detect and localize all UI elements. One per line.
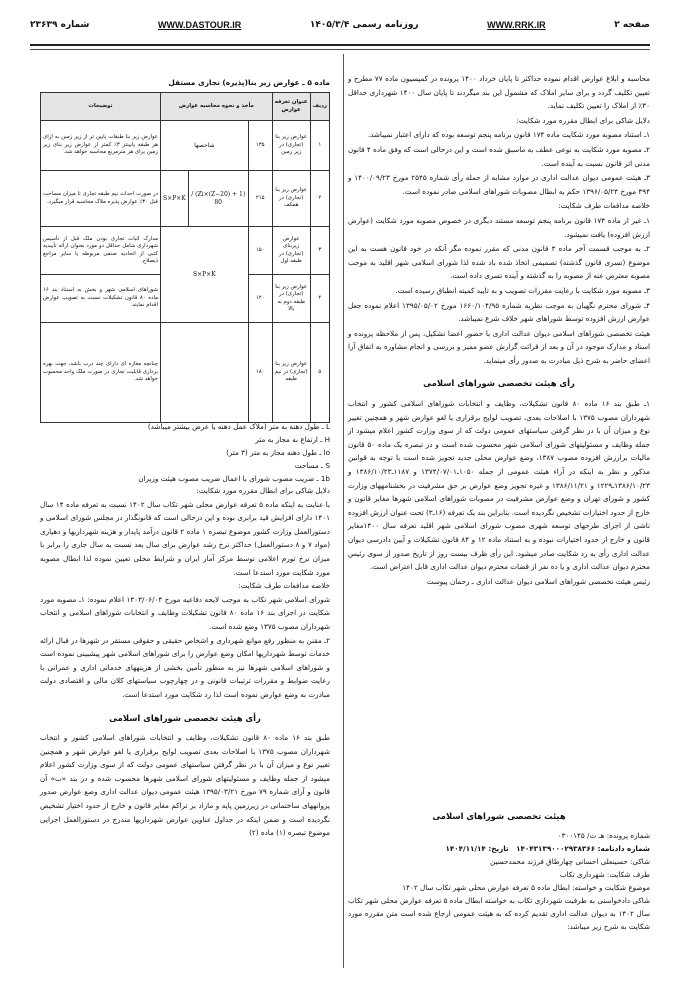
formula-main: S×P×K: [161, 171, 189, 227]
paragraph: ۳ـ هیئت عمومی دیوان عدالت اداری در موارد مشابه از جمله رأی شماره ۲۵۴۵ مورخ ۱۴۰۰/۰۹/۲۳ و ۴۹۴ مورخ ۱۳۹۶/۰۵/۲۴ حکم به ابطال مصوبات شوراهای اسلامی صادر نموده است.: [348, 173, 651, 196]
case-ref: شماره پرونده: هـ ت/ ۰۳۰۰۱۴۵: [557, 831, 650, 840]
paragraph: خلاصه مدافعات طرف شکایت:: [238, 581, 330, 591]
ruling-text: طبق بند ۱۶ ماده ۸۰ قانون تشکیلات، وظایف و انتخابات شوراهای اسلامی کشور و انتخاب شهرداران مصوب ۱۳۷۵ با اصلاحات بعدی تصویب لوایح برقراری یا لغو عوارض شهر و همچنین تغییر نوع و میزان آن با در نظر گرفتن سیاستهای عمومی دولت که از سوی وزارت کشور اعلام میشود از جمله وظایف و مسئولیتهای شورای اسلامی شهرها محسوب شده و در بند «ب» آن قانون و آرای شماره ۷۹ مورخ ۱۳۹۵/۰۳/۲۱ هیئت عمومی دیوان عدالت اداری وضع عوارض صدور پروانههای ساختمانی در زیرزمین پایه و مازاد بر تراکم مغایر قانون و خارج از حدود اختیار تشخیص نگردیده است و ضمن اینکه در جداول عناوین عوارض شهرداریها مندرج در دستورالعمل اجرایی موضوع تبصره (۱) ماده (۲): [40, 733, 330, 838]
row-title: عوارض زیر بنا (تجاری) در زیر زمین: [272, 121, 310, 171]
row-number: ۴: [310, 275, 329, 323]
row-coef: ۱۳۵: [248, 121, 272, 171]
row-coef: ۲۱۵: [248, 171, 272, 227]
paragraph: هیئت تخصصی شوراهای اسلامی دیوان عدالت اداری با حضور اعضا تشکیل، پس از ملاحظه پرونده و اسناد و مدارک موجود در آن و بعد از قرائت گزارش عضو ممیز و بررسی و انجام مشاوره به اتفاق آرا اعضای حاضر به شرح ذیل مبادرت به صدور رأی مینماید.: [348, 328, 650, 365]
empty-cell: [161, 323, 249, 423]
legend-line: 1b ـ ضریب مصوب شورای با اعمال ضریب مصوب هیئت وزیران: [138, 474, 330, 483]
rrk-url[interactable]: WWW.RRK.IR: [487, 20, 546, 30]
paragraph: شورای اسلامی شهر تکاب به موجب لایحه دفاعیه مورخ ۱۴۰۳/۰۶/۰۴ اعلام نموده: ۱ـ مصوبه مورد شکایت در اجرای بند ۱۶ ماده ۸۰ قانون تشکیلات وظایف و انتخابات شوراهای اسلامی و انتخاب شهرداران مصوب ۱۳۷۵ وضع شده است.: [40, 594, 331, 631]
ruling-text: ۱ـ طبق بند ۱۶ ماده ۸۰ قانون تشکیلات، وظایف و انتخابات شوراهای اسلامی کشور و انتخاب شهرداران مصوب ۱۳۷۵ با اصلاحات بعدی، تصویب لوایح برقراری یا لغو عوارض شهر و همچنین تغییر نوع و میزان آن با در نظر گرفتن سیاستهای عمومی دولت که از سوی وزارت کشور اعلام میشود از جمله وظایف و مسئولیتهای شورای اسلامی شهر محسوب شده است و در تبصره یک ماده ۵۰ قانون مالیات برارزش افزوده مصوب ۱۳۸۷، وضع عوارض محلی جدید تجویز شده است با توجه به قوانین مذکور و نظر به اینکه در آراء هیئت عمومی از جمله ۱۰۵۰ـ۱۳۷۴/۰۷/۰۱ و ۱۱۸۷ـ۱۳۸۶/۱۰/۲۳ و ۱۳۸۶/۱۰/۲۳ـ۱۲۲۹ و ۱۳۸۶/۱۱/۲۱ و غیره تجویز وضع عوارض بر حق مشرفیت در بخشنامههای وزارت کشور و شورای تهران و وضع عوارض مشرفیت در مصوبات شوراهای اسلامی شهرها مغایر قانون و خارج از حدود اختیارات تشخیص نگردیده است. بنابراین بند یک تعرفه (۱۶ـ۳) تحت عنوان ارزش افزوده ناشی از اجرای طرحهای توسعه شهری مصوب شورای اسلامی شهر اقلید تعرفه سال ۱۴۰۰مغایر قانون و خارج از حدود اختیارات نبوده و به استناد ماده ۱۲ و ۸۴ قانون تشکیلات و آیین دادرسی دیوان عدالت اداری رأی به رد شکایت صادر میشود. این رأی ظرف بیست روز از تاریخ صدور از سوی رئیس محترم دیوان عدالت اداری و یا ده نفر از قضات محترم دیوان عدالت اداری قابل اعتراض است.: [348, 399, 651, 572]
paragraph: محاسبه و ابلاغ عوارض اقدام نموده حداکثر تا پایان خرداد ۱۴۰۰ پرونده در کمیسیون ماده ۷۷ مطرح و تعیین تکلیف گردد و برای سایر املاک که مشمول این بند میگردند تا پایان سال ۱۴۰۰ شهرداری حداقل ۳۰٪ از املاک را تعیین تکلیف نماید.: [348, 74, 650, 111]
case-heading: هیئت تخصصی شوراهای اسلامی: [432, 811, 566, 821]
formula-label: شاخصها: [161, 121, 249, 171]
left-column-body: [40, 484, 330, 840]
legend-line: H ـ ارتفاع به مجاز به متر: [255, 435, 330, 444]
formula-legend: [40, 420, 330, 485]
row-number: ۲: [310, 171, 329, 227]
row-title: عوارض زیربنای (تجاری) در طبقه اول: [272, 227, 310, 275]
row-desc: مدارک اثبات تجاری بودن ملک قبل از تأسیس شهرداری شامل حداقل دو مورد بعنوان ارائه تأییدیه کتبی از اتحادیه صنفی مربوطه یا سایر مراجع ذیصلاح.: [41, 227, 161, 275]
row-coef: ۱۲۰: [248, 275, 272, 323]
newspaper-date: روزنامه رسمی ۱۴۰۵/۳/۴: [309, 20, 419, 30]
legend-line: lo ـ طول دهنه مجاز به متر (۳ متر): [226, 448, 330, 457]
paragraph: ۲ـ مقنن به منظور رفع موانع شهرداری و اشخاص حقیقی و حقوقی مستقر در شهرها در قبال ارائه خدمات توسط شهرداریها امکان وضع عوارض را برای شوراهای اسلامی شهر پیشبینی نموده است و شوراهای اسلامی شهرها نیز به منظور تأمین بخشی از هزینههای خدماتی اداری و عمرانی با رعایت ضوابط و مقررات ترتیبات قانونی و در چهارچوب سیاستهای کلان مالی و اقتصادی دولت مبادرت به وضع عوارض نموده است لذا رد شکایت مورد استدعا است.: [40, 635, 330, 699]
paragraph: ۱ـ استناد مصوبه مورد شکایت ماده ۱۷۴ قانون برنامه پنجم توسعه بوده که دارای اعتبار نمیباشد.: [367, 130, 650, 140]
table-header-row: [41, 93, 330, 121]
col-header: ردیف: [310, 93, 329, 121]
dastour-url[interactable]: WWW.DASTOUR.IR: [157, 20, 242, 30]
table-row: [41, 227, 330, 275]
table-title: ماده ۵ ـ عوارض زیر بنا(پذیره) تجاری مستقل: [168, 78, 330, 87]
case-body: شاکی دادخواستی به طرفیت شهرداری تکاب به خواسته ابطال ماده ۵ تعرفه عوارض محلی شهر تکاب سال ۱۴۰۲ به دیوان عدالت اداری تقدیم کرده که به هیئت عمومی ارجاع شده است متن مقرره مورد شکایت به شرح زیر میباشد:: [348, 896, 650, 931]
column-divider: [343, 54, 344, 968]
new-case-block: [348, 800, 650, 933]
case-subject: موضوع شکایت و خواسته: ابطال ماده ۵ تعرفه عوارض محلی شهر تکاب سال ۱۴۰۲: [402, 883, 650, 892]
defendant: طرف شکایت: شهرداری تکاب: [559, 870, 650, 879]
row-title: عوارض زیر بنا (تجاری) در نیم طبقه: [272, 323, 310, 423]
table-row: [41, 323, 330, 423]
row-number: ۵: [310, 323, 329, 423]
row-title: عوارض زیر بنا (تجاری) در طبقه دوم به بالا: [272, 275, 310, 323]
paragraph: ۲ـ به موجب قسمت آخر ماده ۴ قانون مدنی که مقرر نموده مگر آنکه در خود قانون هست به این موضوع (تسری قانون گذشته) تصمیمی اتخاذ شده باد شده لذا شورای اسلامی شهر اقلید به موجب مصوبه معترض عنه از مصوبه را به گذشته و آینده تسری داده است.: [348, 244, 650, 281]
row-number: ۱: [310, 121, 329, 171]
header-rule: [30, 49, 650, 50]
ruling-heading: رأی هیئت تخصصی شوراهای اسلامی: [423, 378, 575, 389]
signature: رئیس هیئت تخصصی شوراهای اسلامی دیوان عدالت اداری ـ رحمان پیوست: [426, 576, 650, 586]
row-title: عوارض زیر بنا (تجاری) در همکف: [272, 171, 310, 227]
paragraph: دلایل شاکی برای ابطال مقرره مورد شکایت:: [196, 486, 330, 495]
formula-sub: (1 + (Z−20)×Zi) / 80: [188, 171, 248, 227]
row-number: ۳: [310, 227, 329, 275]
row-desc: در صورت احداث نیم طبقه تجاری تا میزان مساحت قبل ۳۰٪ عوارض پذیره ملاک محاسبه قرار میگیرد.: [41, 171, 161, 227]
right-column: [348, 72, 650, 589]
page-number: صفحه ۲: [614, 20, 650, 30]
legend-line: S ـ مساحت: [294, 461, 330, 470]
paragraph: خلاصه مدافعات طرف شکایت:: [558, 201, 650, 211]
paragraph: دلایل شاکی برای ابطال مقرره مورد شکایت:: [516, 115, 650, 125]
row-coef: ۱۸۰: [248, 323, 272, 423]
paragraph: ۳ـ مصوبه مورد شکایت با رعایت مقررات تصویب و به تایید کمیته انطباق رسیده است.: [395, 285, 650, 295]
col-header: توضیحات: [41, 93, 161, 121]
col-header: مأخذ و نحوه محاسبه عوارض: [161, 93, 273, 121]
paragraph: ۲ـ مصوبه مورد شکایت به نوعی عطف به ماسبق شده است و این درحالی است که وفق ماده ۴ قانون مدنی اثر قانون نسبت به آینده است.: [348, 144, 651, 168]
issue-number: شماره ۲۳۶۳۹: [30, 20, 90, 30]
row-desc: شوراهای اسلامی شهر و بخش به استناد بند ۱۶ ماده ۸۰ قانون تشکیلات نسبت به تصویب عوارض اقدام نمایند.: [41, 275, 161, 323]
row-desc: چنانچه مغازه ای دارای چند درب باشد، جهت بهره برداری قابلیت تجاری در صورت ملک واحد محسوب خواهد شد.: [41, 323, 161, 423]
paragraph: ۱ـ غیر از ماده ۱۷۴ قانون برنامه پنجم توسعه مستند دیگری در خصوص مصوبه مورد شکایت (عوارض ارزش افزوده) یافت نمیشود.: [348, 215, 650, 239]
table-row: [41, 171, 330, 227]
formula-main: S×P×K: [161, 227, 249, 323]
col-header: عنوان تعرفه عوارض: [272, 93, 310, 121]
ruling-heading: رأی هیئت تخصصی شوراهای اسلامی: [109, 712, 261, 723]
page-header: [30, 8, 650, 46]
verdict-number: شماره دادنامه: ۱۴۰۴۳۱۳۹۰۰۰۲۹۳۸۳۶۶ تاریخ: ۱۴۰۴/۱۱/۱۴: [445, 844, 650, 853]
legend-line: L ـ طول دهنه به متر (ملاک عمل دهنه یا عرض بیشتر میباشد): [147, 422, 330, 431]
paragraph: با عنایت به اینکه ماده ۵ تعرفه عوارض محلی شهر تکاب سال ۱۴۰۲ نسبت به تعرفه ماده ۱۴ سال ۱۴۰۱ دارای افزایش قید برابری بوده و این درحالی است که قانونگذار در مجلس شورای اسلامی و دستورالعمل وزارت کشور موضوع تبصره ۱ ماده ۲ قانون درآمد پایدار و هزینه شهرداریها و دهیاری (مواد ۷ و ۸ دستورالعمل) حداکثر نرخ رشد عوارض برای سال بعد نسبت به سال جاری را برابر با میزان نرخ تورم اعلامی توسط مرکز آمار ایران و شرایط محلی تعیین نموده لذا ابطال مصوبه مورد شکایت مورد استدعا است.: [40, 499, 331, 577]
row-desc: عوارض زیر بنا طبقات پایین تر از زیر زمین به ازای هر طبقه پایینتر ۳٪ کمتر از عوارض زیر بنای زیر زمین برای هر مترمربع محاسبه خواهد شد.: [41, 121, 161, 171]
fee-table: [40, 92, 330, 423]
table-row: [41, 121, 330, 171]
paragraph: ۴ـ شورای محترم نگهبان به موجب نظریه شماره ۱۶۶۰/۱۰۴/۹۵ مورخ ۱۳۹۵/۰۵/۰۲ اعلام نموده جعل عوارض ارزش افزوده توسط شوراهای شهر خلاف شرع نمیباشد.: [348, 300, 650, 324]
plaintiff: شاکی: حسینعلی احسانی چهارطاق فرزند محمدحسین: [490, 857, 650, 866]
row-coef: ۱۵۰: [248, 227, 272, 275]
